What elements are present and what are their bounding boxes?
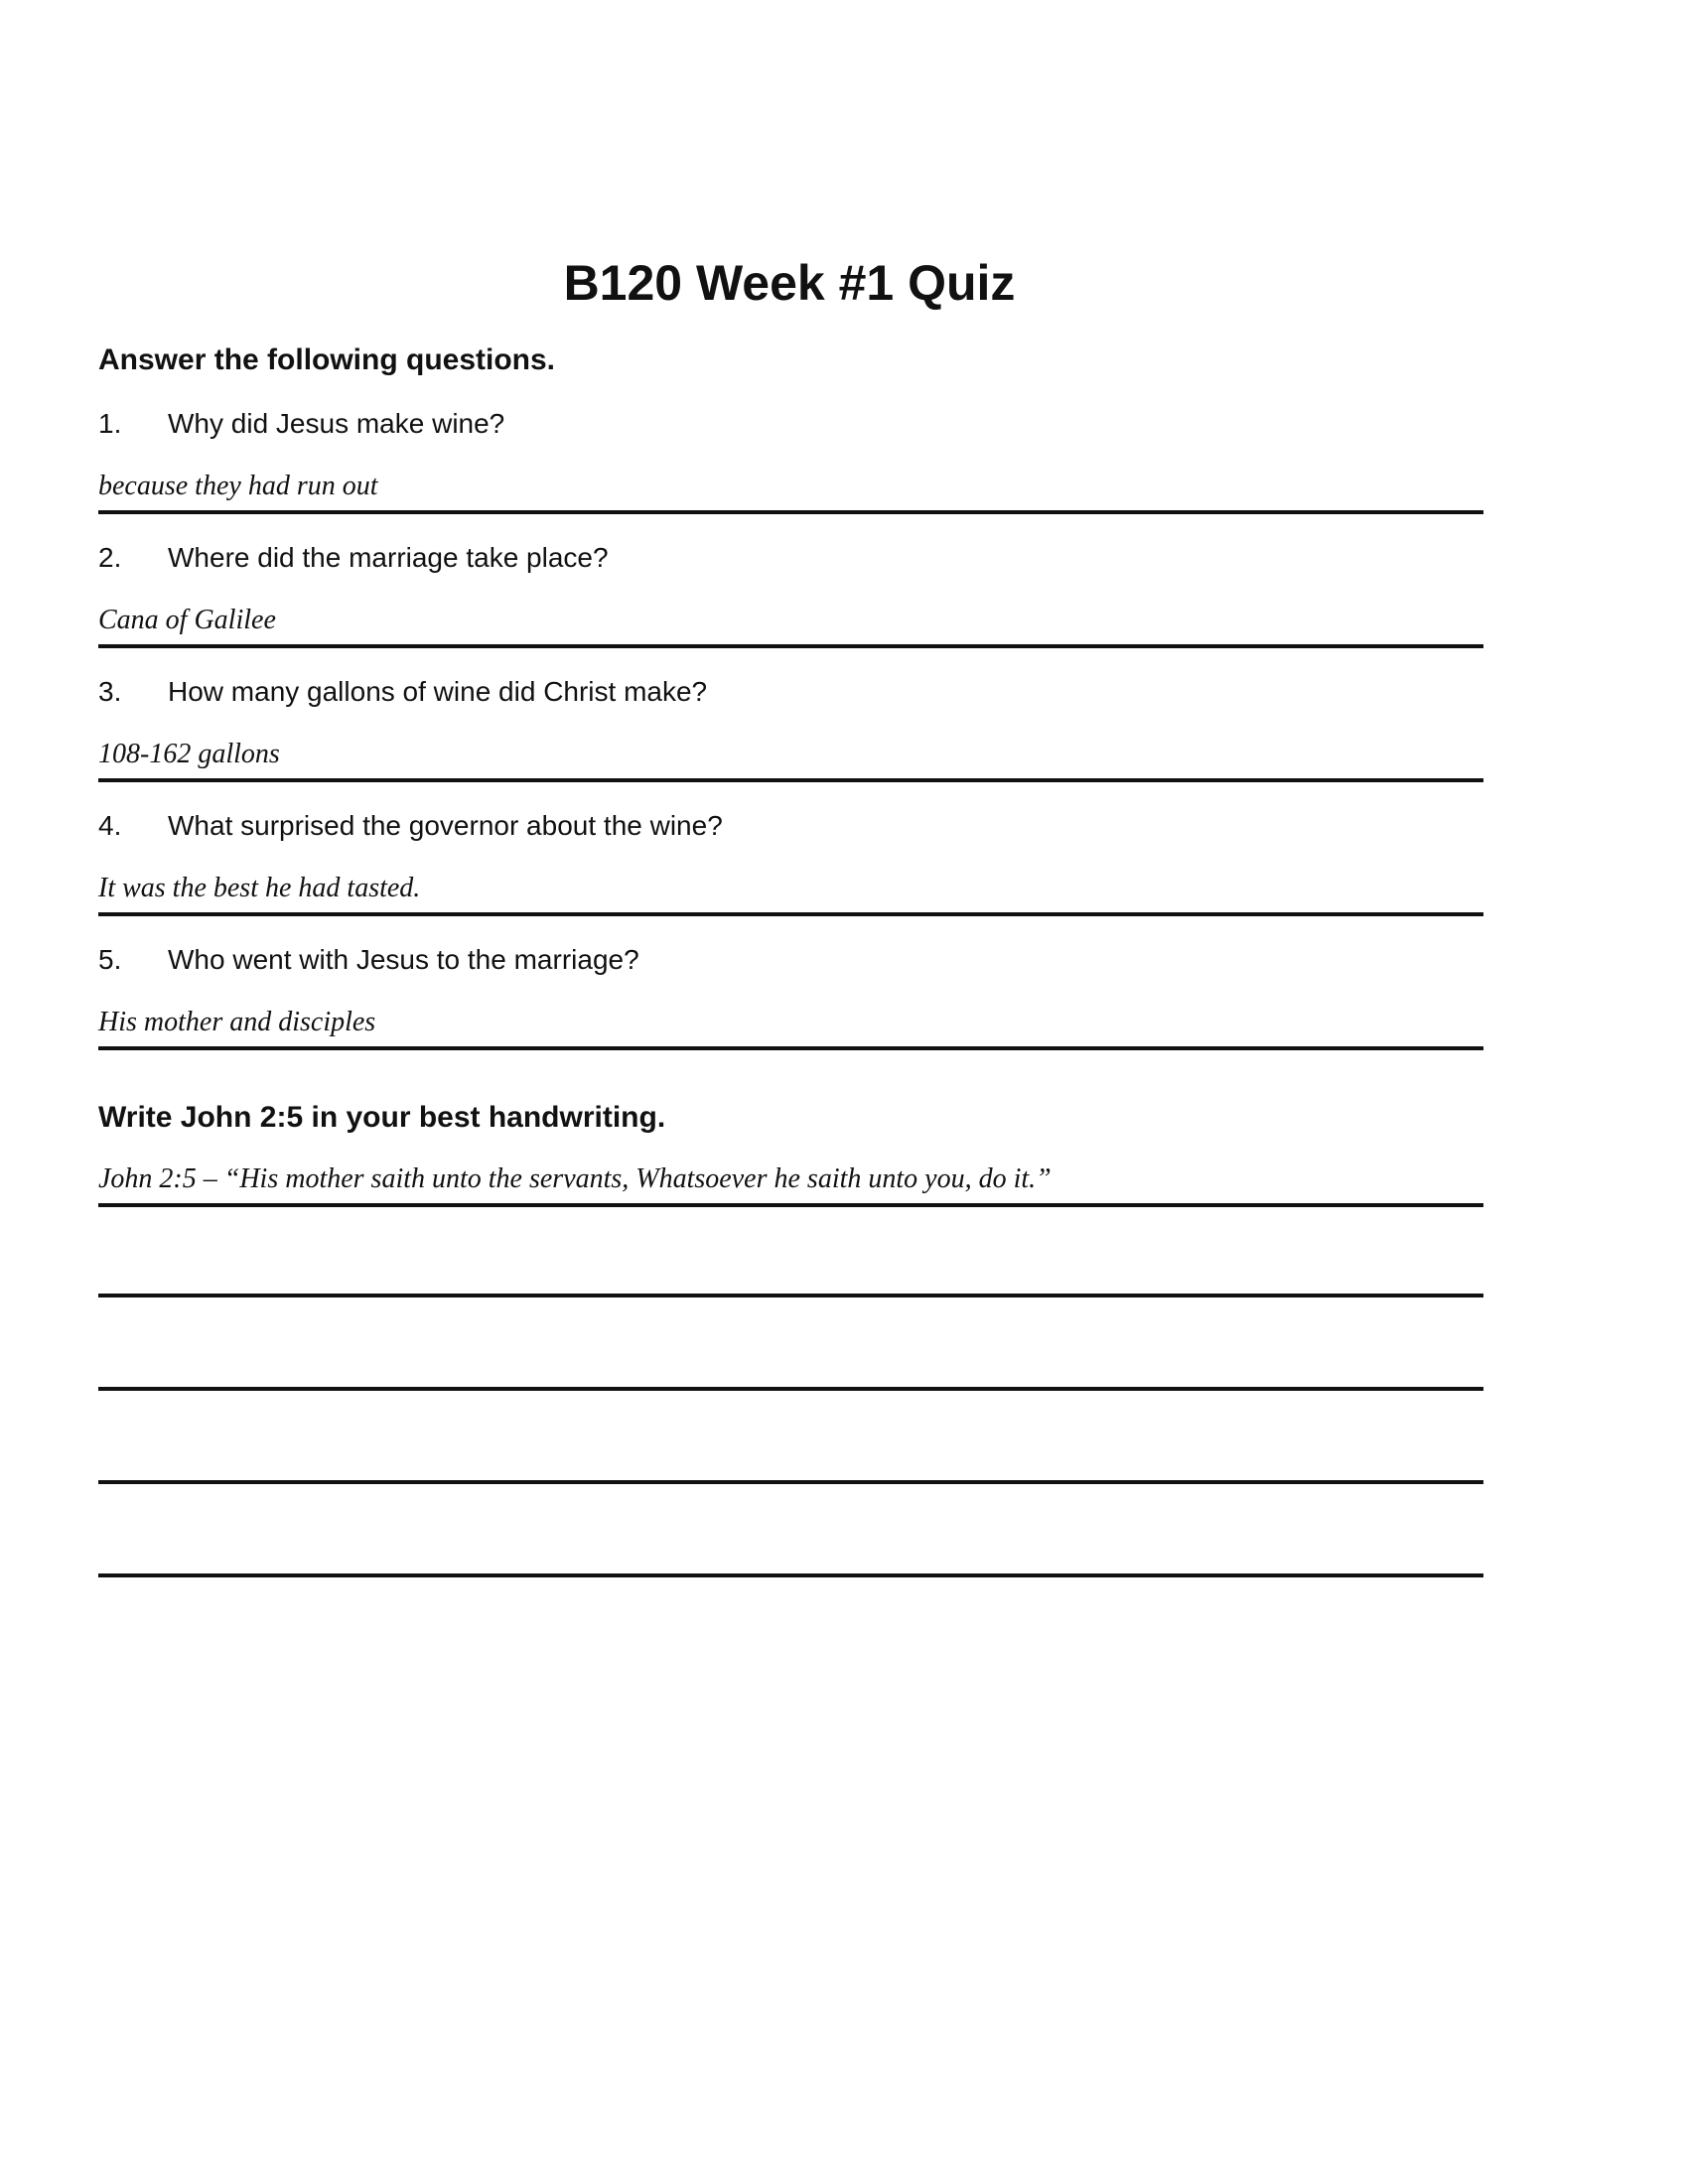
handwriting-line-2[interactable] <box>98 1294 1483 1297</box>
answer-line <box>98 510 1483 514</box>
handwriting-heading: Write John 2:5 in your best handwriting. <box>98 1101 666 1134</box>
handwriting-line-4[interactable] <box>98 1480 1483 1484</box>
instructions-heading: Answer the following questions. <box>98 343 556 376</box>
answer-text: because they had run out <box>98 471 378 501</box>
page-title: B120 Week #1 Quiz <box>563 255 1016 311</box>
question-number: 5. <box>98 944 122 975</box>
handwriting-line-5[interactable] <box>98 1573 1483 1577</box>
answer-line <box>98 644 1483 648</box>
answer-line <box>98 778 1483 782</box>
handwriting-field-1[interactable] <box>98 1161 1483 1207</box>
answer-text: Cana of Galilee <box>98 605 276 635</box>
question-2 <box>98 541 1488 575</box>
question-1 <box>98 407 1488 441</box>
answer-line <box>98 1203 1483 1207</box>
answer-field-5[interactable] <box>98 1005 1483 1050</box>
question-4 <box>98 809 1488 843</box>
question-text: Why did Jesus make wine? <box>168 408 505 439</box>
handwriting-line-3[interactable] <box>98 1387 1483 1391</box>
question-number: 3. <box>98 676 122 707</box>
answer-field-4[interactable] <box>98 871 1483 916</box>
answer-line <box>98 912 1483 916</box>
question-text: Where did the marriage take place? <box>168 542 609 573</box>
answer-line <box>98 1046 1483 1050</box>
question-text: How many gallons of wine did Christ make? <box>168 676 708 707</box>
question-5 <box>98 943 1488 977</box>
question-3 <box>98 675 1488 709</box>
answer-field-1[interactable] <box>98 469 1483 514</box>
question-number: 4. <box>98 810 122 841</box>
question-text: What surprised the governor about the wine? <box>168 810 723 841</box>
answer-field-2[interactable] <box>98 603 1483 648</box>
verse-text: John 2:5 – “His mother saith unto the servants, Whatsoever he saith unto you, do it.” <box>98 1163 1052 1194</box>
answer-text: It was the best he had tasted. <box>98 873 421 903</box>
answer-field-3[interactable] <box>98 737 1483 782</box>
answer-text: 108-162 gallons <box>98 739 280 769</box>
question-number: 2. <box>98 542 122 573</box>
answer-text: His mother and disciples <box>98 1007 376 1037</box>
question-number: 1. <box>98 408 122 439</box>
question-text: Who went with Jesus to the marriage? <box>168 944 639 975</box>
